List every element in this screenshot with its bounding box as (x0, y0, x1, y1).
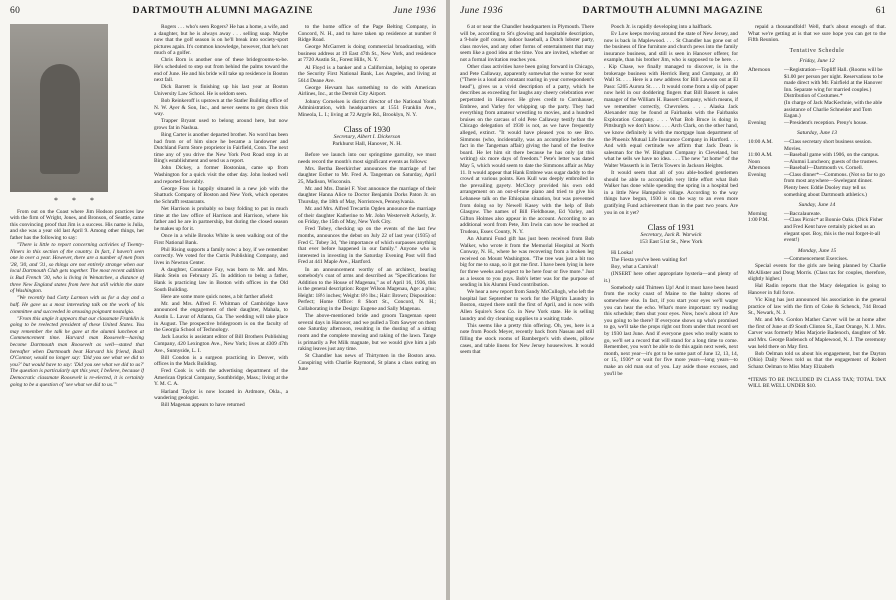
left-magazine-title: DARTMOUTH ALUMNI MAGAZINE (132, 6, 314, 16)
paragraph: Mrs. Bertha Beerkircher announces the marriage of her daughter Esther to Mr. Fred A. Tangeman on Saturday, April 25, Madison, Wisconsin. (298, 165, 436, 185)
right-col-2-text-bottom (604, 250, 738, 377)
schedule-row (748, 152, 886, 159)
paragraph: Bill Magenau appears to have returned (161, 402, 245, 409)
paragraph: Trapper Bryant used to belong around here, but now grows fat in Nashua. (154, 118, 288, 131)
schedule-title: Tentative Schedule (789, 47, 845, 54)
schedule-time (748, 93, 784, 100)
paragraph: John Dickey, a former Bostonian, came up from Washington for a quick visit the other day. John looked well and reported favorably. (154, 165, 288, 185)
paragraph: It would seem that all of you able-bodied gentlemen should be able to accomplish very little effort what Bob Walker has done while spending the spring in a hospital bed in a little New Hampshire village. According to the way things have begun, 1930 is on the way to an even more gratifying Fund achievement than in the past two years. Are you in on it yet? (604, 170, 738, 216)
paragraph: 6 at or near the Chandler headquarters in Plymouth. There will be, according to St's glowing and hospitable description, a 9-hole golf course, indoor baseball, a Dutch lobster party, class movies, and any other forms of entertainment that may seem like a good idea at the time. You are invited, whether or not a formal invitation reaches you. (460, 24, 594, 63)
schedule-row (748, 217, 886, 243)
schedule-day: Saturday, June 13 (796, 130, 838, 137)
right-col-1-text (460, 24, 594, 356)
schedule-row (748, 100, 886, 120)
paragraph: St Chandler has news of Thirtymen in the Boston area. Conspiring with Charlie Raymond, St plans a class outing on June (298, 353, 436, 373)
schedule-event: —Baseball game with 1906, on the campus. (784, 152, 880, 159)
right-col-2 (604, 24, 738, 596)
paragraph: Vic King has just announced his association in the general practice of law with the firm of Coke & Schenck, 744 Broad St., Newark, N. J. (748, 296, 886, 317)
class-1930-title: Class of 1930 (343, 124, 391, 135)
schedule-time: Morning (748, 210, 767, 217)
paragraph: Mr. and Mrs. Alfred F. Whitman of Cambridge have announced the engagement of their daughter, Mahala, to Austin L. Lavar of Atlanta, Ga. The wedding will take place in August. The prospective bridegroom is on the faculty of the Georgia School of Technology. (154, 300, 288, 334)
paragraph: Bing Carter is another departed brother. No word has been had from or of him since he became a landowner and Dutchland Farm Store proprietor in Fairfield, Conn. The next time any of you drive the New York Post Road stop in at Bing's establishment and send us a report. (154, 132, 288, 165)
schedule-event: —Class dinner*—Commons. (Not so far to go from most anywhere—Swelegant dinner. Plenty beer. Eddie Dooley may tell us something about Dartmouth athletics.) (784, 171, 885, 198)
paragraph: Fred Tobey, checking up on the events of the last few months, announces the debut on July 22 of last year (1935) of Fred C. Tobey 3d, "the importance of which surpasses anything that ever before happened in our family." Anyone who is interested in investing in the Saturday Evening Post will find Fred at 441 Maple Ave., Hartford. (298, 226, 436, 266)
right-page-number: 61 (875, 6, 886, 16)
left-col-3-text-top (298, 24, 436, 118)
paragraph: "From this angle it appears that our classmate Franklin is going to be reelected president of these United States. You may remember the talk he gave at the alumni luncheon at Commencement time. Harvard man Roosevelt—having become Dartmouth man Roosevelt as well—stated that hereafter when Dartmouth beat Harvard his friend, Basil O'Connor, would no longer say: 'Did you see what we did to you?' but would have to say: 'Did you see what we did to us?' The question is particularly apt this year, I believe, because if Democratic classmate Roosevelt is re-elected, it is certainly going to be a question of 'see what we did to us.'" (10, 315, 144, 388)
right-col-3 (748, 24, 886, 596)
schedule-time: Evening (748, 119, 766, 126)
paragraph: The above-mentioned bride and groom Tangeman spent several days in Hanover, and we pulled a Tom Sawyer on them one Saturday afternoon, resulting in the dusting of a sitting room and the complete mowing and raking of the lawn. Tange is primarily a Pet Milk magnate, but we would give him a job raking leaves just any time. (298, 313, 436, 353)
left-running-head (10, 6, 436, 20)
paragraph: Dick Barrett is finishing up his last year at Boston University Law School. He is seldom seen. (154, 84, 288, 97)
paragraph: to the home office of the Page Belting Company, in Concord, N. H., and to have taken up residence at number 8 Ridge Road. (298, 24, 436, 44)
schedule-row (748, 93, 886, 100)
paragraph: Special events for the girls are being planned by Charlie McAllister and Doug Morris. (Class tax for couples, therefore, slightly higher.) (748, 263, 886, 283)
paragraph: Before we launch into our springtime garrulity, we must needs record the month's most significant events as follows: (298, 151, 436, 165)
schedule-event: Distribution of Costumes.* (784, 93, 843, 100)
paragraph: Other class activities have been going forward in Chicago, and Pete Callaway, apparently somewhat the worse for wear ("There is a loud and constant roaring in your correspondent's head"), gives us a vivid description of a party, which he describes as exceeding for laughs any cheery celebration ever perpetrated in Hanover. He gives credit to Cornhauser, Embree, and Varley for whipping up the party. They had everything from amateur wrestling to movies, and a hundred bruises on the carcass of old Pete Callaway testify that the Chicago delegation of 1930 is not, as we have frequently alleged, extinct. "It would have pleased you to see Bro. Simmons (who, incidentally, was an accomplice before the fact in the Tangeman affair) giving the hand of the festive board. He let him sit there because he has only (at this writing) six more days of freedom." Pete's letter was dated May 5, which would seem to date the Simmons affair as May 11. It would appear that Hank Embree was sugar daddy to the crowd at various points. Ken Kull was deeply embroiled in the prevailing gayety. McClory provided his own odd arrangement on an out-of-tune piano and tried to give his Lebanese talk on the Ethiopian situation, but was prevented from doing so by Newell Kasey with the help of Bob Glasgow. The names of Bill Fieldhouse, Ed Varley, and Gifton Holmes also appear in the account. According to an additional word from Pete, Jim Irwin can now be reached at Trudeau, Essex County, N. Y. (460, 64, 594, 235)
schedule-event: —Alumni Luncheon; guests of the trustees. (784, 158, 879, 165)
schedule-time: 1:00 P.M. (748, 217, 769, 224)
paragraph: From out on the Coast where Jim Hodson practices law with the firm of Wright, Jones, and Bronson, of Seattle, came this convincing proof that Jim is a success. His name is Julia, and she was a year old last April 9. Among other things, her father has the following to say: (10, 208, 144, 241)
schedule-time: Evening (748, 171, 766, 178)
schedule-day: Friday, June 12 (799, 58, 835, 65)
paragraph: We hear a new report from Sandy McCullogh, who left the hospital last September to work for the Pilgrim Laundry in Boston, stayed there until the first of April, and is now with Allen Squire's Sons Co. in New York state. He is selling laundry and dry cleaning supplies to a waiting trade. (460, 289, 594, 322)
paragraph: George Hevsam has something to do with American Airlines, Inc., at the Detroit City Airport. (298, 84, 436, 98)
paragraph: Rogers . . . who's seen Rogers? He has a home, a wife, and a daughter, but he is always away . . . selling soap. Maybe now that the golf season is on he'll break into society-sport pictures again. It's common knowledge, however, that he's not much of a golfer. (154, 24, 288, 57)
paragraph: Mr. and Mrs. Alfred Trecartin Ogden announce the marriage of their daughter Katherine to Mr. John Westervelt Ackerly, Jr. on Friday, the 15th of May, New York City. (298, 206, 436, 226)
class-tax-footnote: *ITEMS TO BE INCLUDED IN CLASS TAX; TOTAL TAX WILL BE WELL UNDER $10. (748, 376, 886, 390)
class-of-1930-heading (298, 124, 436, 148)
left-page-number: 60 (10, 6, 21, 16)
paragraph: Fred Cook is with the advertising department of the American Optical Company, Southbridge, Mass.; living at the Y. M. C. A. (154, 368, 288, 388)
class-of-1931-heading (604, 222, 738, 246)
paragraph: An Alumni Fund gift has just been received from Bob Walker, who wrote it from the Memorial Hospital at North Conway, N. H., where he was recovering from a broken leg received on Mount Washington. "The tree was just a bit too big for me to snap, so it got me first. I have been lying in here for three weeks and expect to be here four or five more." Just as a lesson to you guys. Bob's letter was for the purpose of sending in his Alumni Fund contribution. (460, 236, 594, 289)
paragraph: Harland Taylor is now located in Ardmore, Okla., a wandering geologist. (154, 388, 288, 402)
right-running-head (460, 6, 886, 20)
left-col-1 (10, 24, 144, 596)
left-date: June 1936 (393, 6, 436, 16)
paragraph: Pooch Jr. is rapidly developing into a halfback. (611, 24, 713, 30)
right-col-2-text-top (604, 24, 738, 216)
paragraph: Al Floyd is a banker and a Californian, helping to operate the Security First National Bank, Los Angeles, and living at 5614 Deane Ave. (298, 64, 436, 84)
schedule-event: —Commencement Exercises. (784, 256, 849, 263)
paragraph: George McGarrett is doing commercial broadcasting, with business address at 19 East 47th St., New York, and residence at 7720 Austin St., Forest Hills, N. Y. (298, 44, 436, 64)
schedule-time: 10:00 A.M. (748, 138, 773, 145)
right-col-3-text-top (748, 24, 886, 44)
paragraph: Here are some more quick notes, a bit farther afield: (161, 293, 274, 300)
schedule-event: —Registration—Topliff Hall. (Rooms will be $1.00 per person per night. Reservations to be made direct with Mr. Fairfield at the Hanover Inn. Separate wing for married couples.) (784, 66, 884, 93)
schedule-time (748, 100, 784, 120)
schedule-time (748, 256, 784, 263)
paragraph: Somebody said Thirteen Up! And it must have been heard from the rocky coast of Maine to the balmy shores of somewhere else. In fact, if you start your eyes we'll wager you can hear the echo. What's more important: try reading this schedule; then shut your eyes. Now, how's about it? Are you going to be there? If everyone shows up who's promised to go, we'll take the props right out from under that record set by 1930 last June. And if everyone goes who really wants to go, we'll set a record that will stand for a long time to come. Remember, you won't be able to do this again next week, next month, next year—it's got to be some part of June 12, 13, 14, or 15, 1936* or wait for five more years—long years—to make an old man out of you. Lay aside those excuses, and you'll be (604, 284, 738, 377)
schedule-event: —President's reception. Preny's house. (784, 119, 868, 126)
schedule-event: (In charge of Jack MacKechnie, with the able assistance of Charlie Schneider and Tom Eagan.) (784, 99, 883, 120)
schedule-time: Noon (748, 158, 760, 165)
left-col-1-text (10, 209, 144, 389)
paragraph: Hi Looka! (611, 249, 634, 256)
class-1931-secretary: Secretary, Jack R. Warwick (640, 232, 702, 239)
schedule-time: 11:00 A.M. (748, 152, 773, 159)
paragraph: Hal Radin reports that the Macy delegation is going to Hanover in full force. (748, 283, 886, 296)
portrait-photo (10, 24, 108, 192)
left-col-3 (298, 24, 436, 596)
paragraph: Boy, what a Carnival! (611, 264, 659, 270)
section-divider-stars: * * * (54, 196, 100, 205)
paragraph: Mr. and Mrs. Daniel F. Yost announce the marriage of their daughter Hanna Alice to Doctor Benjamin Dorks Paton Jr. on Thursday, the 18th of May, Norristown, Pennsylvania. (298, 185, 436, 206)
paragraph: "There is little to report concerning activities of Twenty-Niners in this section of the country. In fact, I haven't seen one in over a year. However, there are a number of men from '28, '30, and '31, so things are not entirely strange when our local Dartmouth Club gets together. The most recent addition is Bud French '30, who is living in Wenatchee, a distance of three New England states from here but still within the state of Washington. (10, 242, 144, 295)
paragraph: Johnny Cornelsen is district director of the National Youth Administration, with headquarters at 1551 Franklin Ave., Mineola, L. I.; living at 72 Argyle Rd., Brooklyn, N. Y. (298, 98, 436, 118)
left-col-3-text-bottom (298, 152, 436, 373)
schedule-row (748, 172, 886, 198)
paragraph: repaid a thousandfold! Well, that's about enough of that. What we're getting at is that we sure hope you can get to the Fifth Reunion. (748, 24, 886, 44)
schedule-row (748, 165, 886, 172)
schedule-time: Afternoon (748, 165, 771, 172)
paragraph: Bob Reinkeroff is upstown at the Statler Building office of N. W. Ayer & Son, Inc., and never seems to get down this way. (154, 98, 288, 118)
schedule-event: —Class Picnic* at Bonnie Oaks. (Dick Fisher and Fred Kent have certainly picked us an elegant spot. Boy, this is the real forget-it-all event!) (784, 217, 883, 244)
left-col-2 (154, 24, 288, 596)
class-1930-address: Parkhurst Hall, Hanover, N. H. (332, 141, 402, 148)
right-magazine-title: DARTMOUTH ALUMNI MAGAZINE (582, 6, 764, 16)
schedule-day: Sunday, June 14 (798, 202, 836, 209)
paragraph: "We recently had Cotty Larmon with us for a day and a half. He gave us a most interesting talk on the work of his committee and succeeded in arousing poignant nostalgia. (10, 295, 144, 315)
paragraph: Mr. and Mrs. Gordon Mather Carver will be at home after the first of June at 49 South Clinton St., East Orange, N. J. Mrs. Carver was formerly Miss Marjorie Badenoch, daughter of Mr. and Mrs. George Badenoch of Maplewood, N. J. The ceremony was held there on May first. (748, 317, 886, 350)
schedule-time: Afternoon (748, 66, 771, 73)
paragraph: Jack Loucks is assistant editor of Bill Brothers Publishing Company, 420 Lexington Ave., New York; lives at 4309 47th Ave., Sunnyside, L. I. (154, 334, 288, 354)
schedule-row (748, 67, 886, 93)
left-col-2-text (154, 24, 288, 409)
schedule-row (748, 256, 886, 263)
photo-silhouette (40, 64, 80, 174)
schedule-event: —Baccalaureate. (784, 210, 821, 217)
paragraph: Once in a while Brooks White is seen walking out of the First National Bank. (154, 232, 288, 246)
paragraph: The Fiesta you've been waiting for! (611, 256, 688, 263)
paragraph: Chris Born is another one of these bridegrooms-to-be. He's scheduled to step out from behind the palms toward the end of June. He and his bride will take up residence in Boston next fall. (154, 57, 288, 84)
paragraph: Bill Condon is a surgeon practicing in Denver, with offices in the Mack Building. (154, 354, 288, 368)
paragraph: This seems like a pretty thin offering. Oh, yes, here is a note from Poock Meyer, recently back from Nassau and still filling the stock rooms of Bamberger's with sheets, pillow cases, and table linens for New Jersey housewives. It would seem that (460, 322, 594, 356)
schedule-row (748, 120, 886, 127)
paragraph: (INSERT here other appropriate hysteria—and plenty of it.) (604, 271, 738, 284)
left-page (0, 0, 446, 600)
schedule-day: Monday, June 15 (797, 247, 837, 254)
right-col-3-text-bottom (748, 263, 886, 371)
paragraph: Net Harrison is probably so busy folding to put in much time at the law office of Harrison and Harrison, where his father and he are in partnership, but during the closed season he makes up for it. (154, 206, 288, 232)
schedule-row (748, 139, 886, 152)
class-1930-secretary: Secretary, Albert I. Dickerson (333, 134, 401, 141)
reunion-schedule (748, 58, 886, 263)
paragraph: In an announcement worthy of an architect, bearing somebody's coat of arms and described as "Specifications for Addition to the House of Magenau," as of April 16, 1936, this is the general description: Roger Wilson Magenau, Age: a plus; Height: 18½ inches; Weight: 8½ lbs.; Hair: Brown; Disposition: Perfect; Home Office: 8 Short St., Concord, N. H.; Collaborating in the Design: Eugene and Sally Magenau. (298, 266, 436, 313)
schedule-event: —Baseball—Dartmouth vs. Cornell. (784, 165, 864, 172)
paragraph: Bob Oelman told us about his engagement, but the Dayton (Ohio) Daily News told us that the engagement of Robert Schanz Oelman to Miss Mary Elizabeth (748, 350, 886, 370)
paragraph: A daughter, Constance Fay, was born to Mr. and Mrs. Hank Stein on February 25. In addition to being a father, Hank is practicing law in Boston with offices in the Old South Building. (154, 266, 288, 293)
right-col-1 (460, 24, 594, 596)
schedule-event: —Class secretary short business session. Movies. (784, 138, 872, 152)
right-page (450, 0, 896, 600)
class-1931-address: 153 East 51st St., New York (639, 239, 703, 246)
paragraph: Ev Low keeps moving around the state of New Jersey, and now is back in Maplewood. . . . St Chandler has gone out of the business of fine furniture and church pews into the family insurance business, and still is seen in Hanover offerer, for example, than his brother Jim, who is supposed to be here. . . . Kip Chase, we finally managed to discover, is in the brokerage business with Herrick Berg and Company, at 40 Wall St. . . . Here is a new address for Bill Lawson out at El Paso: 5205 Aurora St. . . . It would come from a slip of paper now held in our doddering fingers that Bill Bassett is sales manager of the William H. Bassett Company, which means, if we remember correctly, Chevrolets. . . . Alaska Jack Alexander may be found at Fairbanks with the Fairbanks Exploration Company. . . . What Bob Bruce is doing in Pittsburgh we don't know. . . . Arch Clark, on the other hand, we know definitely is with the mortgage loan department of the Phoenix Mutual Life Insurance Company in Hartford. . . . And with equal certitude we affirm that Jack Dean is salesman for the W. Bingham Company in Cleveland, but what he sells we have no idea. . . . The new "at home" of the Walter Wasserth is in Tetris Towers in Jackson Heights. (604, 31, 738, 169)
paragraph: Phil Rising supports a family now: a boy, if we remember correctly. We voted for the Curtis Publishing Company, and lives in Newton Center. (154, 246, 288, 266)
right-date: June 1936 (460, 6, 503, 16)
class-1931-title: Class of 1931 (647, 222, 695, 233)
paragraph: George Foss is happily situated in a new job with the Shattuck Company of Boston and New York, which operates the Schrafft restaurants. (154, 185, 288, 205)
